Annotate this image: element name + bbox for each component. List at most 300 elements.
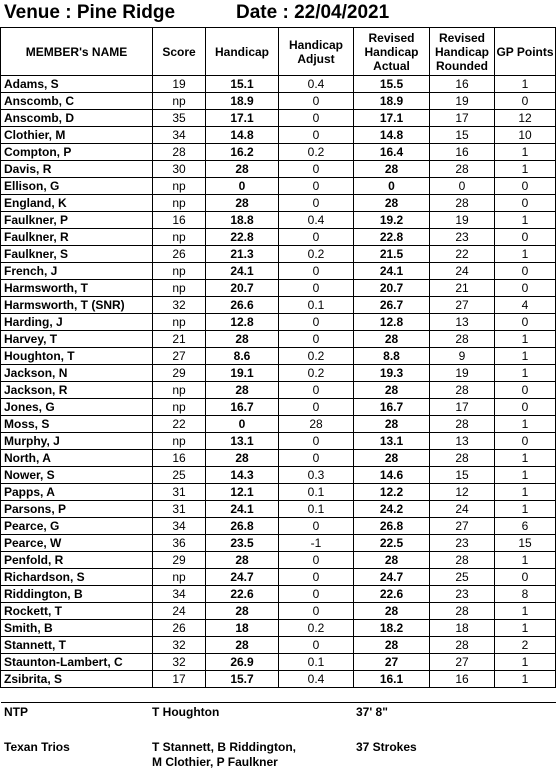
table-row (1, 620, 556, 637)
table-cell: 0 (279, 93, 354, 110)
table-cell: 9 (430, 348, 495, 365)
table-cell: 8.6 (206, 348, 279, 365)
table-cell: 36 (153, 535, 206, 552)
header-row (1, 28, 556, 76)
table-cell: 24.1 (206, 501, 279, 518)
col-handicap-adjust: Handicap Adjust (279, 28, 354, 76)
table-cell: 19 (430, 365, 495, 382)
table-cell: 21.3 (206, 246, 279, 263)
table-cell: np (153, 229, 206, 246)
table-cell: 24.7 (206, 569, 279, 586)
table-cell: 28 (279, 416, 354, 433)
table-cell: 0.2 (279, 348, 354, 365)
member-name-cell: Papps, A (1, 484, 153, 501)
table-cell: 16.1 (354, 671, 430, 688)
table-cell: 28 (206, 331, 279, 348)
member-name-cell: Harmsworth, T (1, 280, 153, 297)
table-cell: 23 (430, 229, 495, 246)
table-cell: 19 (430, 212, 495, 229)
table-cell: 0.3 (279, 467, 354, 484)
table-cell: 0 (279, 399, 354, 416)
spacer-cell (1, 688, 153, 703)
table-cell: np (153, 433, 206, 450)
table-cell: 34 (153, 518, 206, 535)
texan-winners-line1: T Stannett, B Riddington, (152, 740, 296, 754)
member-name-cell: Riddington, B (1, 586, 153, 603)
table-cell: 1 (495, 416, 556, 433)
member-name-cell: England, K (1, 195, 153, 212)
table-cell: 22.5 (354, 535, 430, 552)
table-row (1, 93, 556, 110)
table-cell: 0.1 (279, 297, 354, 314)
table-cell: 2 (495, 637, 556, 654)
table-row (1, 365, 556, 382)
table-cell: 0 (279, 586, 354, 603)
table-cell: 0 (279, 450, 354, 467)
table-cell: 28 (206, 195, 279, 212)
table-cell: 0 (279, 569, 354, 586)
table-row (1, 331, 556, 348)
table-cell: 1 (495, 484, 556, 501)
table-cell: 0 (279, 637, 354, 654)
table-cell: 15.5 (354, 76, 430, 93)
table-cell: 28 (354, 331, 430, 348)
table-cell: 12 (430, 484, 495, 501)
member-name-cell: Ellison, G (1, 178, 153, 195)
member-name-cell: Parsons, P (1, 501, 153, 518)
member-name-cell: Jackson, R (1, 382, 153, 399)
table-row (1, 348, 556, 365)
member-name-cell: Compton, P (1, 144, 153, 161)
table-cell: 0 (495, 93, 556, 110)
table-cell: 28 (430, 195, 495, 212)
member-name-cell: Adams, S (1, 76, 153, 93)
table-cell: 1 (495, 603, 556, 620)
table-cell: 15 (430, 127, 495, 144)
table-cell: 22.6 (354, 586, 430, 603)
table-row (1, 76, 556, 93)
table-cell: 1 (495, 450, 556, 467)
member-name-cell: Faulkner, P (1, 212, 153, 229)
table-cell: 12 (495, 110, 556, 127)
table-row (1, 671, 556, 688)
table-body (1, 76, 556, 703)
table-row (1, 416, 556, 433)
table-row (1, 263, 556, 280)
table-cell: 14.8 (354, 127, 430, 144)
spacer-cell (206, 688, 279, 703)
table-cell: np (153, 195, 206, 212)
table-cell: 19 (153, 76, 206, 93)
table-cell: 28 (430, 450, 495, 467)
table-row (1, 450, 556, 467)
member-name-cell: French, J (1, 263, 153, 280)
table-cell: 22.8 (354, 229, 430, 246)
table-cell: 0 (495, 263, 556, 280)
member-name-cell: Anscomb, D (1, 110, 153, 127)
table-cell: 28 (354, 552, 430, 569)
ntp-result: 37' 8" (356, 705, 388, 719)
table-cell: 1 (495, 552, 556, 569)
table-cell: 14.8 (206, 127, 279, 144)
member-name-cell: Pearce, G (1, 518, 153, 535)
table-cell: 28 (206, 552, 279, 569)
table-cell: 28 (206, 450, 279, 467)
table-row (1, 246, 556, 263)
table-cell: 1 (495, 76, 556, 93)
table-cell: 22.8 (206, 229, 279, 246)
table-cell: 0 (495, 280, 556, 297)
table-cell: 0 (495, 314, 556, 331)
table-cell: 0.1 (279, 484, 354, 501)
table-cell: 12.2 (354, 484, 430, 501)
table-cell: 1 (495, 161, 556, 178)
table-cell: 0 (279, 263, 354, 280)
table-cell: 17.1 (354, 110, 430, 127)
table-cell: 24.7 (354, 569, 430, 586)
table-cell: 1 (495, 671, 556, 688)
member-name-cell: Penfold, R (1, 552, 153, 569)
table-cell: 16.2 (206, 144, 279, 161)
table-cell: 0.4 (279, 212, 354, 229)
table-cell: 13.1 (206, 433, 279, 450)
table-cell: 17.1 (206, 110, 279, 127)
member-name-cell: Faulkner, S (1, 246, 153, 263)
sheet-title (0, 0, 556, 27)
table-cell: 0 (279, 195, 354, 212)
table-cell: 28 (206, 603, 279, 620)
table-cell: 0.2 (279, 246, 354, 263)
table-cell: 28 (354, 603, 430, 620)
table-cell: 28 (430, 552, 495, 569)
table-cell: 0 (279, 280, 354, 297)
table-cell: 28 (430, 331, 495, 348)
table-cell: 35 (153, 110, 206, 127)
table-cell: 0 (279, 161, 354, 178)
member-name-cell: Nower, S (1, 467, 153, 484)
table-cell: 0 (279, 229, 354, 246)
member-name-cell: Clothier, M (1, 127, 153, 144)
table-cell: 4 (495, 297, 556, 314)
table-row (1, 144, 556, 161)
table-cell: 34 (153, 586, 206, 603)
table-cell: 28 (430, 161, 495, 178)
table-cell: 26 (153, 620, 206, 637)
table-cell: 1 (495, 348, 556, 365)
table-cell: 16 (153, 212, 206, 229)
spacer-cell (430, 688, 495, 703)
table-cell: 31 (153, 501, 206, 518)
table-cell: 28 (430, 382, 495, 399)
table-cell: np (153, 263, 206, 280)
member-name-cell: Pearce, W (1, 535, 153, 552)
table-cell: 0 (279, 552, 354, 569)
table-cell: 17 (153, 671, 206, 688)
table-cell: 0 (495, 569, 556, 586)
texan-label: Texan Trios (4, 740, 70, 754)
table-cell: 1 (495, 365, 556, 382)
spacer-row (1, 688, 556, 703)
col-revised-actual: Revised Handicap Actual (354, 28, 430, 76)
table-cell: 21 (430, 280, 495, 297)
table-cell: 1 (495, 212, 556, 229)
table-cell: 27 (430, 518, 495, 535)
table-cell: 15.7 (206, 671, 279, 688)
table-cell: 23.5 (206, 535, 279, 552)
member-name-cell: Stannett, T (1, 637, 153, 654)
table-cell: 25 (153, 467, 206, 484)
table-cell: 1 (495, 331, 556, 348)
table-cell: 26.6 (206, 297, 279, 314)
table-cell: 0 (495, 382, 556, 399)
table-row (1, 637, 556, 654)
table-cell: 0 (206, 416, 279, 433)
table-cell: 27 (354, 654, 430, 671)
table-cell: 24.2 (354, 501, 430, 518)
table-cell: 0 (279, 331, 354, 348)
table-row (1, 161, 556, 178)
texan-winners-line2: M Clothier, P Faulkner (152, 755, 278, 769)
member-name-cell: Harmsworth, T (SNR) (1, 297, 153, 314)
table-cell: 0 (279, 127, 354, 144)
table-cell: 24 (153, 603, 206, 620)
member-name-cell: Smith, B (1, 620, 153, 637)
table-cell: 0 (279, 382, 354, 399)
date-label: Date : 22/04/2021 (236, 2, 390, 23)
member-name-cell: Faulkner, R (1, 229, 153, 246)
table-cell: -1 (279, 535, 354, 552)
col-score: Score (153, 28, 206, 76)
table-cell: 25 (430, 569, 495, 586)
table-row (1, 195, 556, 212)
spacer-cell (354, 688, 430, 703)
table-cell: 19 (430, 93, 495, 110)
ntp-label: NTP (4, 705, 28, 719)
table-cell: 22.6 (206, 586, 279, 603)
table-cell: np (153, 280, 206, 297)
table-cell: 18 (206, 620, 279, 637)
table-cell: 28 (354, 416, 430, 433)
member-name-cell: Jones, G (1, 399, 153, 416)
table-cell: 32 (153, 297, 206, 314)
table-cell: 24 (430, 263, 495, 280)
table-cell: 31 (153, 484, 206, 501)
table-cell: 13.1 (354, 433, 430, 450)
table-cell: 16.7 (354, 399, 430, 416)
table-cell: np (153, 569, 206, 586)
table-cell: 27 (153, 348, 206, 365)
table-cell: 18.2 (354, 620, 430, 637)
table-cell: 19.1 (206, 365, 279, 382)
table-row (1, 280, 556, 297)
table-row (1, 229, 556, 246)
member-name-cell: Staunton-Lambert, C (1, 654, 153, 671)
table-cell: 26.8 (206, 518, 279, 535)
table-cell: 1 (495, 246, 556, 263)
table-row (1, 467, 556, 484)
table-row (1, 654, 556, 671)
table-cell: 0.4 (279, 671, 354, 688)
table-cell: 0 (279, 178, 354, 195)
table-row (1, 569, 556, 586)
table-cell: 16 (430, 671, 495, 688)
table-cell: 12.8 (206, 314, 279, 331)
table-cell: 23 (430, 535, 495, 552)
member-name-cell: North, A (1, 450, 153, 467)
table-cell: 0.2 (279, 620, 354, 637)
table-cell: 28 (430, 416, 495, 433)
table-cell: 1 (495, 501, 556, 518)
table-cell: 0.1 (279, 654, 354, 671)
table-cell: 21.5 (354, 246, 430, 263)
col-gp-points: GP Points (495, 28, 556, 76)
table-cell: 20.7 (206, 280, 279, 297)
table-row (1, 178, 556, 195)
table-cell: 28 (206, 161, 279, 178)
table-cell: 21 (153, 331, 206, 348)
table-cell: 0 (279, 433, 354, 450)
table-row (1, 110, 556, 127)
table-row (1, 382, 556, 399)
col-handicap: Handicap (206, 28, 279, 76)
table-cell: 26 (153, 246, 206, 263)
spacer-cell (279, 688, 354, 703)
table-cell: 27 (430, 654, 495, 671)
table-cell: np (153, 399, 206, 416)
table-cell: 14.3 (206, 467, 279, 484)
member-name-cell: Richardson, S (1, 569, 153, 586)
table-cell: 28 (354, 161, 430, 178)
table-cell: 0.1 (279, 501, 354, 518)
table-row (1, 212, 556, 229)
member-name-cell: Moss, S (1, 416, 153, 433)
table-row (1, 518, 556, 535)
table-row (1, 501, 556, 518)
member-name-cell: Anscomb, C (1, 93, 153, 110)
member-name-cell: Rockett, T (1, 603, 153, 620)
table-cell: np (153, 382, 206, 399)
table-cell: 1 (495, 654, 556, 671)
table-row (1, 484, 556, 501)
table-row (1, 399, 556, 416)
table-cell: 18 (430, 620, 495, 637)
table-cell: np (153, 314, 206, 331)
table-cell: 0 (279, 314, 354, 331)
table-cell: 0 (279, 518, 354, 535)
table-cell: 32 (153, 637, 206, 654)
table-cell: 29 (153, 552, 206, 569)
table-cell: np (153, 178, 206, 195)
ntp-winner: T Houghton (152, 705, 220, 719)
table-cell: 12.8 (354, 314, 430, 331)
table-cell: 19.2 (354, 212, 430, 229)
member-name-cell: Davis, R (1, 161, 153, 178)
table-cell: 0 (495, 433, 556, 450)
table-cell: 8 (495, 586, 556, 603)
table-cell: 17 (430, 399, 495, 416)
texan-result: 37 Strokes (356, 740, 417, 754)
table-cell: 24.1 (354, 263, 430, 280)
table-cell: 8.8 (354, 348, 430, 365)
table-cell: 0 (495, 399, 556, 416)
table-cell: 0.2 (279, 365, 354, 382)
table-cell: 0 (354, 178, 430, 195)
table-cell: 30 (153, 161, 206, 178)
table-row (1, 552, 556, 569)
table-cell: 34 (153, 127, 206, 144)
table-cell: 0.2 (279, 144, 354, 161)
table-cell: 1 (495, 467, 556, 484)
table-cell: 22 (153, 416, 206, 433)
table-cell: 28 (354, 637, 430, 654)
member-name-cell: Jackson, N (1, 365, 153, 382)
table-cell: 28 (430, 637, 495, 654)
member-name-cell: Harvey, T (1, 331, 153, 348)
table-cell: 19.3 (354, 365, 430, 382)
table-cell: 23 (430, 586, 495, 603)
table-cell: 16 (153, 450, 206, 467)
table-cell: 18.8 (206, 212, 279, 229)
table-cell: 32 (153, 654, 206, 671)
table-cell: 24 (430, 501, 495, 518)
table-cell: 0 (495, 229, 556, 246)
table-cell: 17 (430, 110, 495, 127)
table-cell: 18.9 (354, 93, 430, 110)
table-cell: 0 (495, 195, 556, 212)
col-revised-rounded: Revised Handicap Rounded (430, 28, 495, 76)
table-cell: 16.4 (354, 144, 430, 161)
table-row (1, 586, 556, 603)
table-row (1, 603, 556, 620)
table-cell: 10 (495, 127, 556, 144)
table-cell: np (153, 93, 206, 110)
venue-label: Venue : Pine Ridge (4, 2, 176, 23)
table-cell: 28 (430, 603, 495, 620)
table-cell: 15.1 (206, 76, 279, 93)
col-member-name: MEMBER's NAME (1, 28, 153, 76)
member-name-cell: Murphy, J (1, 433, 153, 450)
table-cell: 16 (430, 76, 495, 93)
table-cell: 0 (279, 110, 354, 127)
table-cell: 24.1 (206, 263, 279, 280)
table-cell: 28 (206, 382, 279, 399)
table-cell: 16 (430, 144, 495, 161)
table-cell: 22 (430, 246, 495, 263)
table-cell: 14.6 (354, 467, 430, 484)
spacer-cell (495, 688, 556, 703)
table-row (1, 433, 556, 450)
table-cell: 15 (430, 467, 495, 484)
member-name-cell: Houghton, T (1, 348, 153, 365)
table-cell: 28 (153, 144, 206, 161)
table-row (1, 297, 556, 314)
table-cell: 13 (430, 433, 495, 450)
table-cell: 28 (206, 637, 279, 654)
table-cell: 16.7 (206, 399, 279, 416)
table-row (1, 127, 556, 144)
table-cell: 13 (430, 314, 495, 331)
table-row (1, 314, 556, 331)
table-cell: 0 (495, 178, 556, 195)
table-row (1, 535, 556, 552)
table-cell: 12.1 (206, 484, 279, 501)
table-cell: 26.7 (354, 297, 430, 314)
table-cell: 27 (430, 297, 495, 314)
table-cell: 0 (279, 603, 354, 620)
table-cell: 1 (495, 144, 556, 161)
spacer-cell (153, 688, 206, 703)
table-cell: 28 (354, 195, 430, 212)
